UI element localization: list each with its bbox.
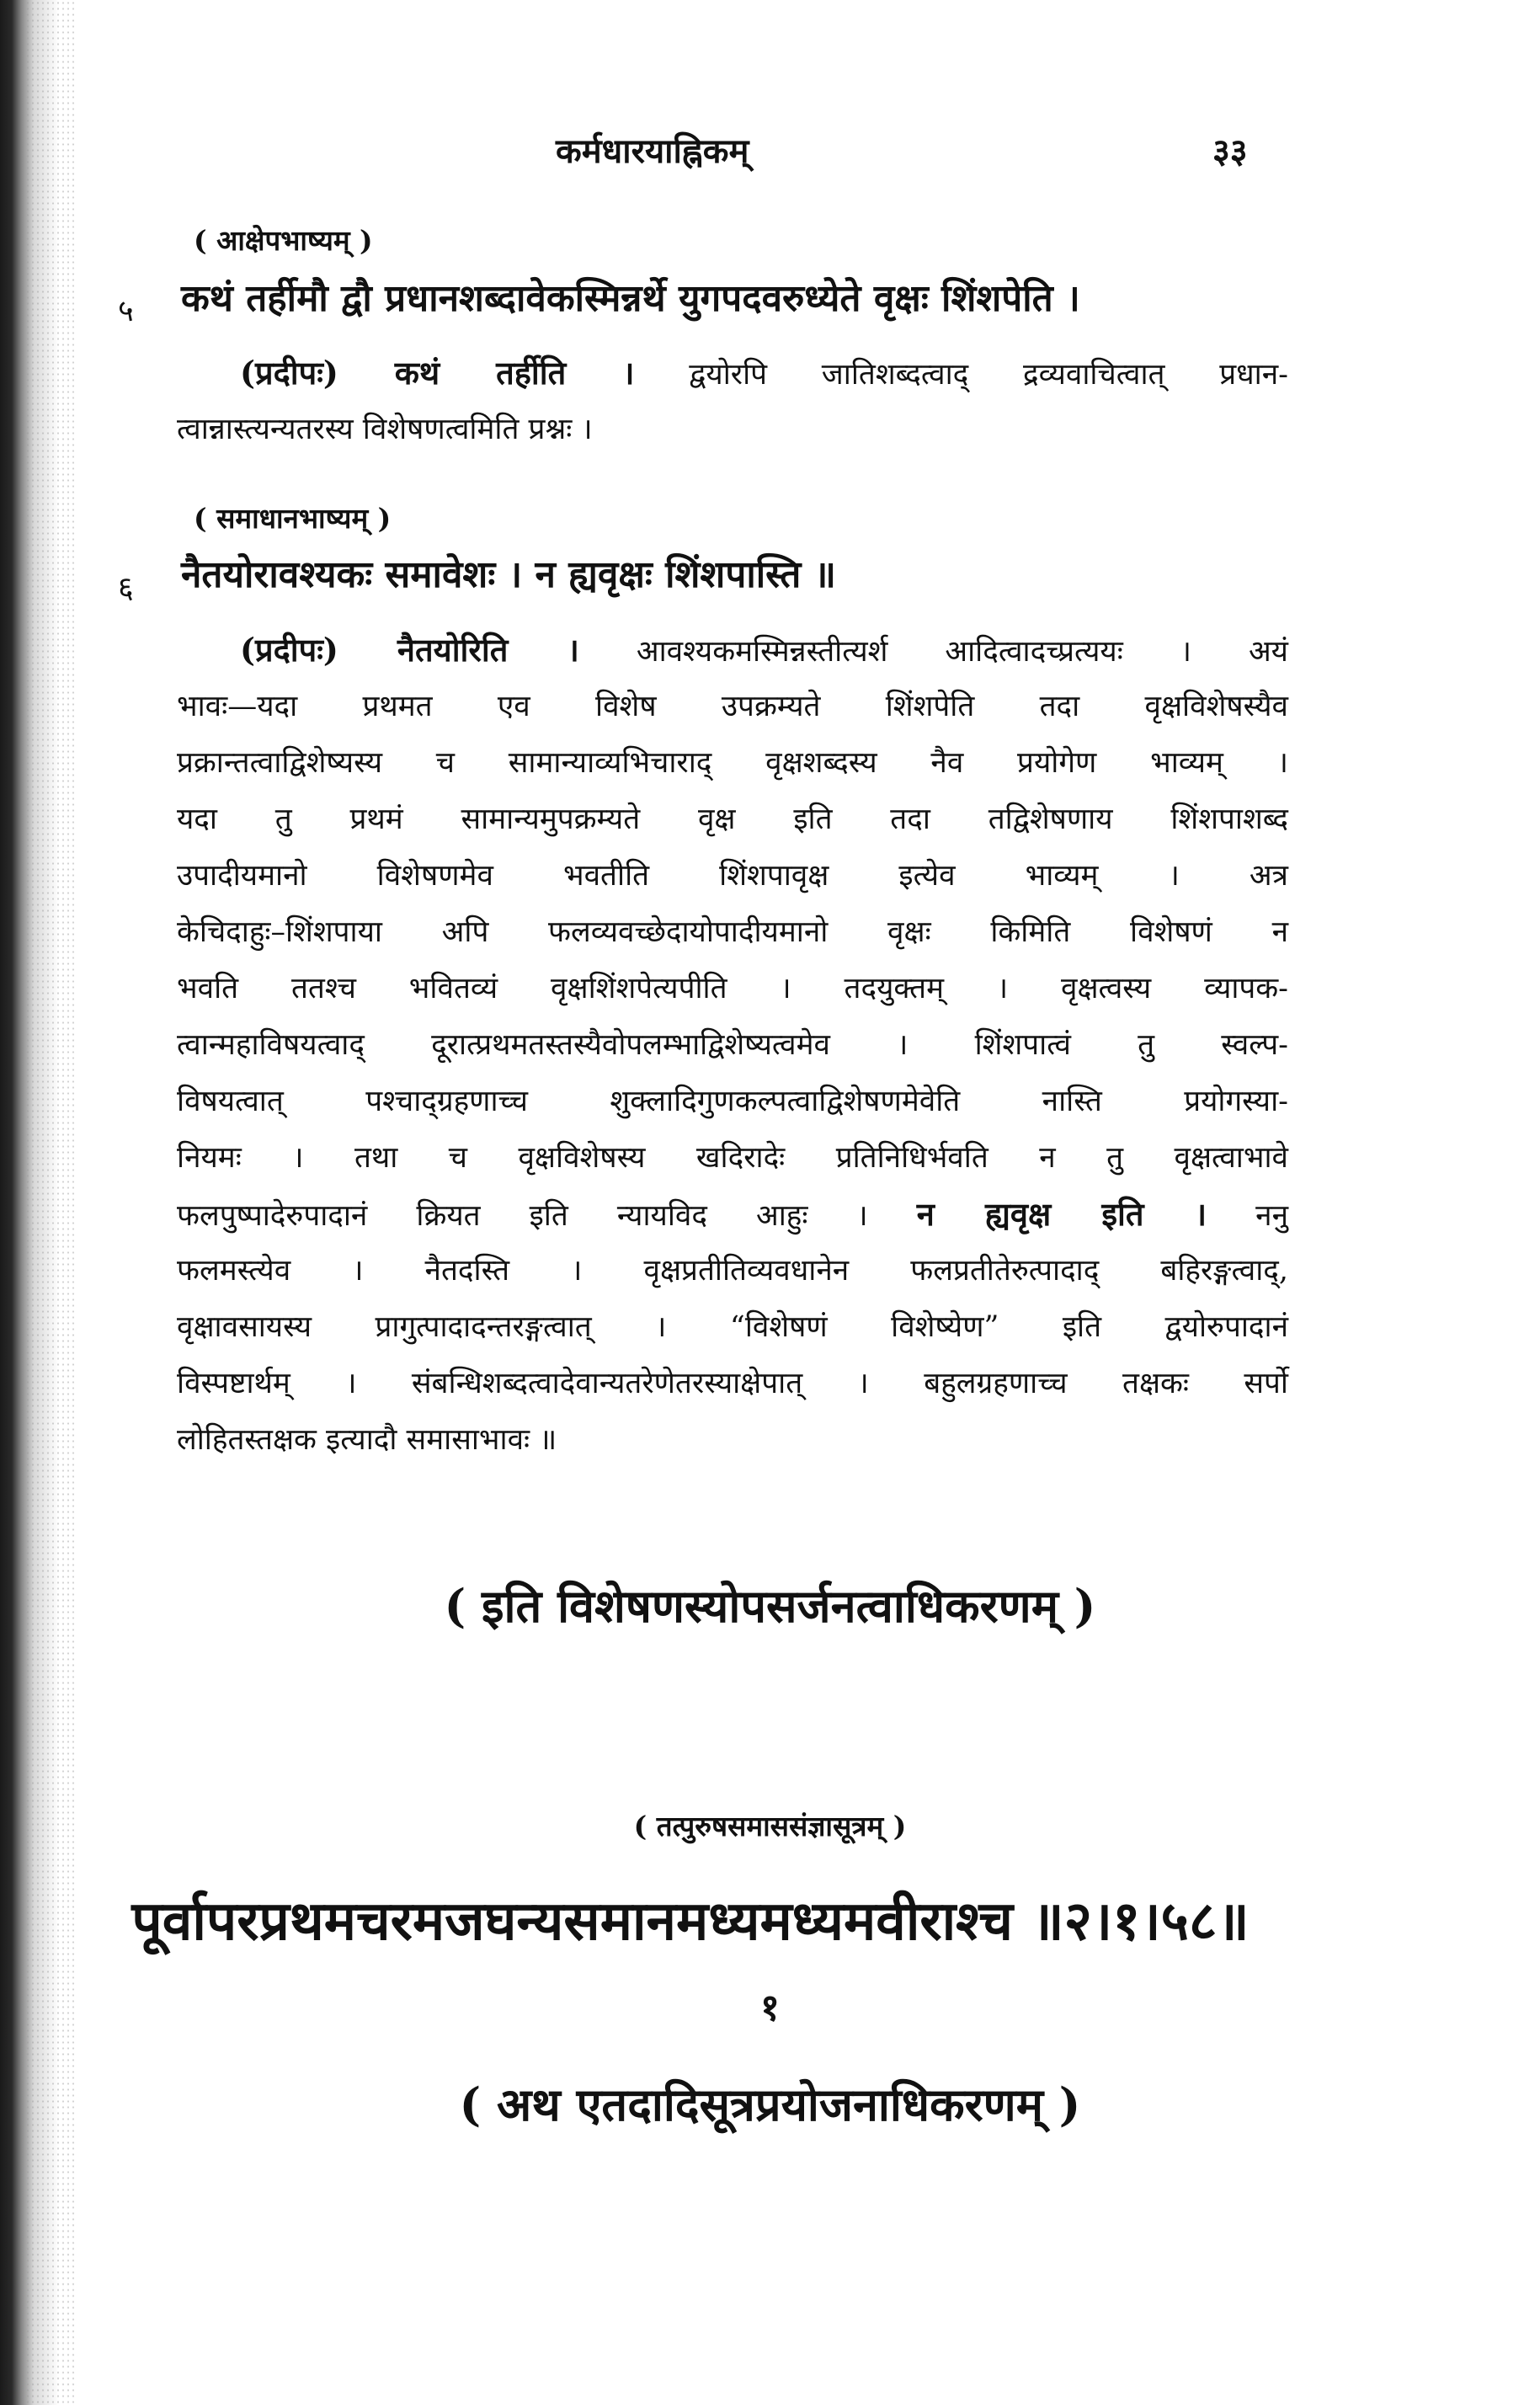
commentary-line: प्रक्रान्तत्वाद्विशेष्यस्य च सामान्याव्यभिचाराद् वृक्षशब्दस्य नैव प्रयोगेण भाव्यम् । bbox=[177, 746, 1288, 780]
commentary-line: भावः—यदा प्रथमत एव विशेष उपक्रम्यते शिंशपेति तदा वृक्षविशेषस्यैव bbox=[177, 690, 1288, 723]
commentary-line: विषयत्वात् पश्चाद्ग्रहणाच्च शुक्लादिगुणकल्पत्वाद्विशेषणमेवेति नास्ति प्रयोगस्या- bbox=[177, 1085, 1288, 1118]
commentary-line: नियमः । तथा च वृक्षविशेषस्य खदिरादेः प्रतिनिधिर्भवति न तु वृक्षत्वाभावे bbox=[177, 1141, 1288, 1175]
verse-number-6: ६ bbox=[118, 571, 134, 605]
commentary-line bbox=[240, 349, 1288, 400]
commentary-line bbox=[240, 627, 1288, 677]
sutra-label: ( तत्पुरुषसमाससंज्ञासूत्रम् ) bbox=[633, 1810, 907, 1842]
commentary-lead: (प्रदीपः) नैतयोरिति । bbox=[240, 631, 579, 669]
section-numeral: १ bbox=[760, 1986, 780, 2029]
verse-number-5: ५ bbox=[118, 294, 134, 328]
verse-text-5: कथं तर्हीमौ द्वौ प्रधानशब्दावेकस्मिन्नर्थे युगपदवरुध्येते वृक्षः शिंशपेति । bbox=[181, 277, 1080, 320]
commentary-text: ननु bbox=[1255, 1199, 1288, 1233]
commentary-line: यदा तु प्रथमं सामान्यमुपक्रम्यते वृक्ष इति तदा तद्विशेषणाय शिंशपाशब्द bbox=[177, 803, 1288, 836]
commentary-text: फलपुष्पादेरुपादानं क्रियत इति न्यायविद आहुः । bbox=[177, 1199, 868, 1233]
samadhana-bhashya-label: ( समाधानभाष्यम् ) bbox=[194, 502, 392, 535]
commentary-line: भवति ततश्च भवितव्यं वृक्षशिंशपेत्यपीति । तदयुक्तम् । वृक्षत्वस्य व्यापक- bbox=[177, 972, 1288, 1005]
commentary-line: त्वान्महाविषयत्वाद् दूरात्प्रथमतस्तस्यैवोपलम्भाद्विशेष्यत्वमेव । शिंशपात्वं तु स्वल्प- bbox=[177, 1028, 1288, 1062]
commentary-quote-bold: न ह्यवृक्ष इति । bbox=[916, 1195, 1207, 1233]
commentary-line bbox=[177, 1191, 1288, 1241]
adhikarana-colophon: ( इति विशेषणस्योपसर्जनत्वाधिकरणम् ) bbox=[444, 1579, 1096, 1633]
page-number: ३३ bbox=[1212, 131, 1248, 171]
sutra-text: पूर्वापरप्रथमचरमजघन्यसमानमध्यमध्यमवीराश्च ॥२।१।५८॥ bbox=[131, 1890, 1250, 1953]
commentary-text: आवश्यकमस्मिन्नस्तीत्यर्श आदित्वादच्प्रत्ययः । अयं bbox=[636, 635, 1288, 669]
commentary-line: फलमस्त्येव । नैतदस्ति । वृक्षप्रतीतिव्यवधानेन फलप्रतीतेरुत्पादाद् बहिरङ्गत्वाद्, bbox=[177, 1254, 1288, 1288]
commentary-line: केचिदाहुः–शिंशपाया अपि फलव्यवच्छेदायोपादीयमानो वृक्षः किमिति विशेषणं न bbox=[177, 915, 1288, 949]
section-heading: ( अथ एतदादिसूत्रप्रयोजनाधिकरणम् ) bbox=[459, 2077, 1081, 2131]
aksepa-bhashya-label: ( आक्षेपभाष्यम् ) bbox=[194, 224, 373, 257]
commentary-line: विस्पष्टार्थम् । संबन्धिशब्दत्वादेवान्यतरेणेतरस्याक्षेपात् । बहुलग्रहणाच्च तक्षकः सर्पो bbox=[177, 1367, 1288, 1400]
commentary-lead: (प्रदीपः) कथं तर्हीति । bbox=[240, 354, 635, 392]
commentary-line: त्वान्नास्त्यन्यतरस्य विशेषणत्वमिति प्रश्नः । bbox=[177, 413, 593, 446]
running-head: कर्मधारयाह्निकम् bbox=[556, 131, 749, 171]
commentary-text: द्वयोरपि जातिशब्दत्वाद् द्रव्यवाचित्वात् प्रधान- bbox=[689, 358, 1288, 392]
commentary-line: वृक्षावसायस्य प्रागुत्पादादन्तरङ्गत्वात् । “विशेषणं विशेष्येण” इति द्वयोरुपादानं bbox=[177, 1310, 1288, 1344]
scan-noise bbox=[25, 0, 76, 2405]
verse-text-6: नैतयोरावश्यकः समावेशः । न ह्यवृक्षः शिंशपास्ति ॥ bbox=[181, 553, 837, 596]
commentary-line: लोहितस्तक्षक इत्यादौ समासाभावः ॥ bbox=[177, 1423, 557, 1457]
commentary-line: उपादीयमानो विशेषणमेव भवतीति शिंशपावृक्ष इत्येव भाव्यम् । अत्र bbox=[177, 859, 1288, 893]
